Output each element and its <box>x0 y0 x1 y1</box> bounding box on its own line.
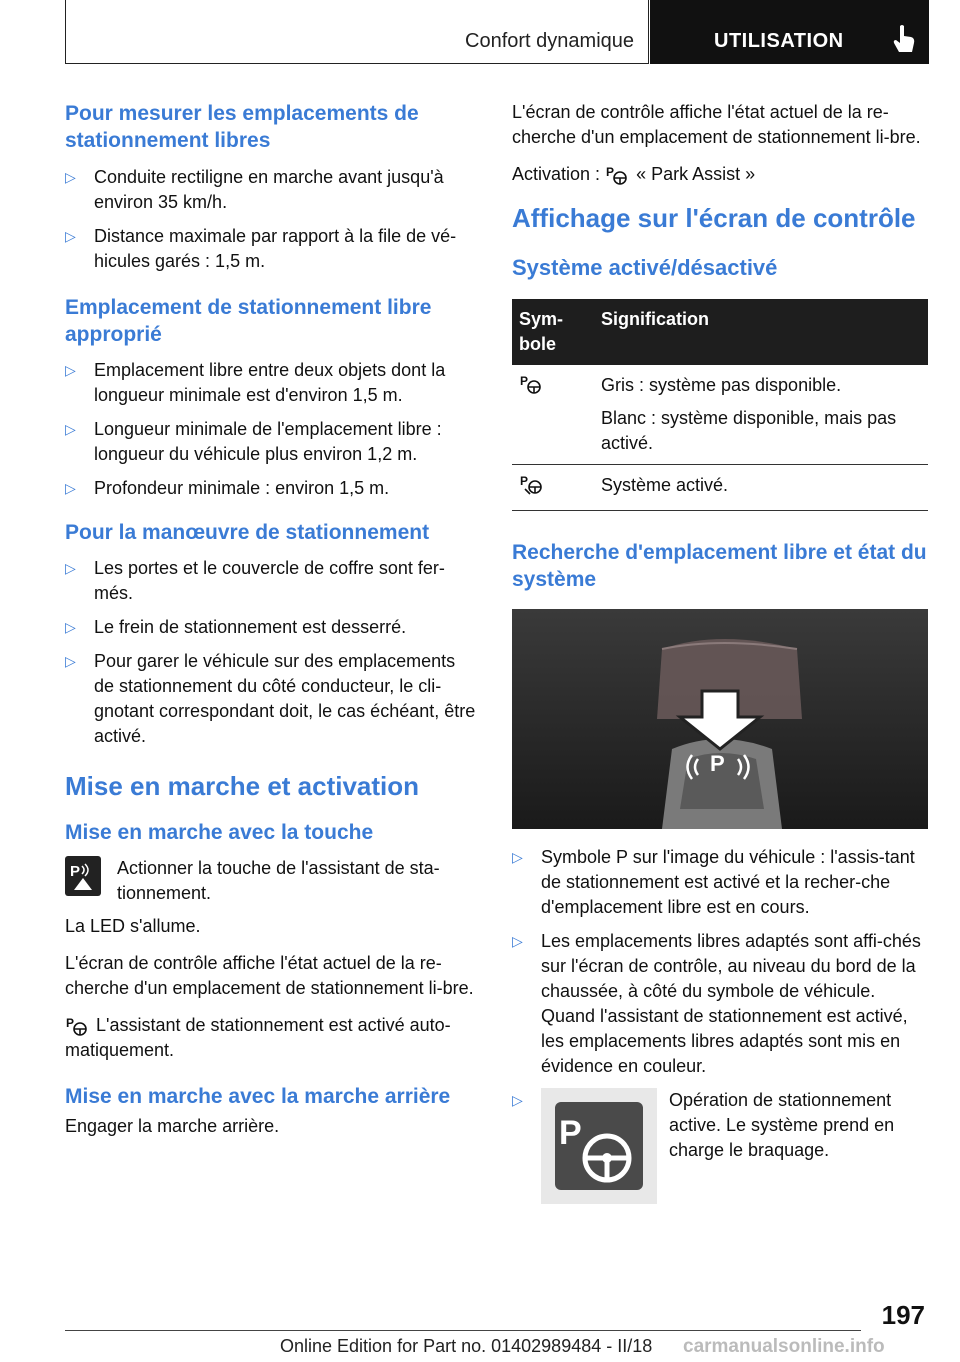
list-item: ▷ Symbole P sur l'image du véhicule : l'assis-tant de stationnement est activé et la recher-che d'emplacement libre est en cours. <box>512 847 915 918</box>
watermark: carmanualsonline.info <box>683 1336 885 1357</box>
heading-button: Mise en marche avec la touche <box>65 820 374 844</box>
list-item: ▷ Emplacement libre entre deux objets dont la longueur minimale est d'environ 1,5 m. <box>65 360 446 406</box>
heading-search: Recherche d'emplacement libre et état du système <box>512 540 927 592</box>
page-header <box>65 0 929 64</box>
list-item: ▷ Les portes et le couvercle de coffre sont fer-més. <box>65 558 445 604</box>
svg-text:P: P <box>66 1016 75 1031</box>
led-text: La LED s'allume. <box>65 915 201 936</box>
heading-reverse: Mise en marche avec la marche arrière <box>65 1084 451 1108</box>
triangle-bullet-icon: ▷ <box>65 227 76 244</box>
triangle-bullet-icon: ▷ <box>65 619 76 636</box>
list-item: ▷ Le frein de stationnement est desserré. <box>65 615 477 640</box>
right-column <box>512 100 928 1216</box>
park-assist-active-icon <box>519 473 547 495</box>
search-list <box>512 845 928 1204</box>
list-item: ▷ Distance maximale par rapport à la file de vé-hicules garés : 1,5 m. <box>65 225 457 271</box>
symbol-table <box>512 299 928 511</box>
table-row <box>512 464 928 510</box>
park-assist-icon <box>519 373 545 395</box>
list-item: ▷ Conduite rectiligne en marche avant jusqu'à environ 35 km/h. <box>65 166 444 212</box>
triangle-bullet-icon: ▷ <box>65 168 76 185</box>
heading-display: Affichage sur l'écran de contrôle <box>512 203 916 233</box>
svg-text:P: P <box>606 165 615 180</box>
col-meaning-header: Signification <box>594 299 928 365</box>
heading-maneuver: Pour la manœuvre de stationnement <box>65 521 430 545</box>
heading-measure: Pour mesurer les emplacements de stationnement libres <box>65 102 419 153</box>
list-item: ▷ Profondeur minimale : environ 1,5 m. <box>65 476 477 501</box>
park-assist-button-icon <box>65 856 101 896</box>
heading-suitable: Emplacement de stationnement libre approprié <box>65 295 432 346</box>
header-chapter-tab <box>650 0 929 64</box>
activation-line: Activation : P « Park Assist » <box>512 162 928 187</box>
table-cell-text: Gris : système pas disponible. <box>601 374 842 395</box>
triangle-bullet-icon: ▷ <box>65 362 76 379</box>
list-item: ▷ Pour garer le véhicule sur des emplacements de stationnement du côté conducteur, le cli-gnotant correspondant doit, le cas échéant, être activé. <box>65 651 476 747</box>
svg-text:P: P <box>559 1114 582 1153</box>
header-chapter-title: UTILISATION <box>714 30 844 52</box>
header-section-title: Confort dynamique <box>465 30 634 52</box>
measure-list <box>65 165 477 274</box>
triangle-bullet-icon: ▷ <box>65 560 76 577</box>
parking-camera-image <box>512 609 928 829</box>
heading-start: Mise en marche et activation <box>65 771 420 802</box>
left-column <box>65 100 477 1151</box>
maneuver-list <box>65 556 477 749</box>
heading-system: Système activé/désactivé <box>512 255 778 281</box>
suitable-list <box>65 358 477 501</box>
auto-text: P L'assistant de stationnement est activé auto-matiquement. <box>65 1014 451 1060</box>
svg-text:P: P <box>520 473 529 488</box>
footer-edition: Online Edition for Part no. 01402989484 - II/18 <box>280 1336 653 1356</box>
park-assist-icon <box>605 164 631 186</box>
header-section-tab <box>65 0 649 64</box>
triangle-bullet-icon: ▷ <box>512 1092 523 1109</box>
svg-text:P: P <box>520 373 529 388</box>
table-cell-text: Blanc : système disponible, mais pas activé. <box>601 407 897 453</box>
park-assist-icon <box>65 1015 91 1037</box>
button-text: Actionner la touche de l'assistant de sta-tionnement. <box>117 857 440 903</box>
table-row <box>512 365 928 465</box>
list-item: ▷ Les emplacements libres adaptés sont affi-chés sur l'écran de contrôle, au niveau du bord de la chaussée, à côté du symbole de véhicule. Quand l'assistant de stationnement est activé, les emplacements libres adaptés sont mis en évidence en couleur. <box>512 931 921 1077</box>
list-item: ▷ Longueur minimale de l'emplacement libre : longueur du véhicule plus environ 1,2 m. <box>65 419 442 465</box>
button-instruction <box>65 856 477 906</box>
parking-steering-icon <box>541 1088 657 1204</box>
col-symbol-header: Sym-bole <box>512 299 594 365</box>
triangle-bullet-icon: ▷ <box>65 480 76 497</box>
triangle-bullet-icon: ▷ <box>65 421 76 438</box>
triangle-bullet-icon: ▷ <box>512 933 523 950</box>
operation-text: Opération de stationnement active. Le système prend en charge le braquage. <box>669 1090 895 1161</box>
table-header-row <box>512 299 928 365</box>
footer-divider <box>65 1330 861 1331</box>
list-item <box>512 1088 928 1204</box>
svg-text:P: P <box>70 862 81 880</box>
svg-text:P: P <box>710 751 725 777</box>
screen-text-right: L'écran de contrôle affiche l'état actuel de la re-cherche d'un emplacement de stationnement li-bre. <box>512 102 921 147</box>
triangle-bullet-icon: ▷ <box>65 653 76 670</box>
triangle-bullet-icon: ▷ <box>512 849 523 866</box>
reverse-text: Engager la marche arrière. <box>65 1116 280 1137</box>
screen-text-left: L'écran de contrôle affiche l'état actuel de la re-cherche d'un emplacement de stationnement li-bre. <box>65 952 474 998</box>
hand-pointer-icon <box>891 24 917 54</box>
page-number: 197 <box>881 1300 925 1330</box>
table-cell-text: Système activé. <box>594 464 928 510</box>
